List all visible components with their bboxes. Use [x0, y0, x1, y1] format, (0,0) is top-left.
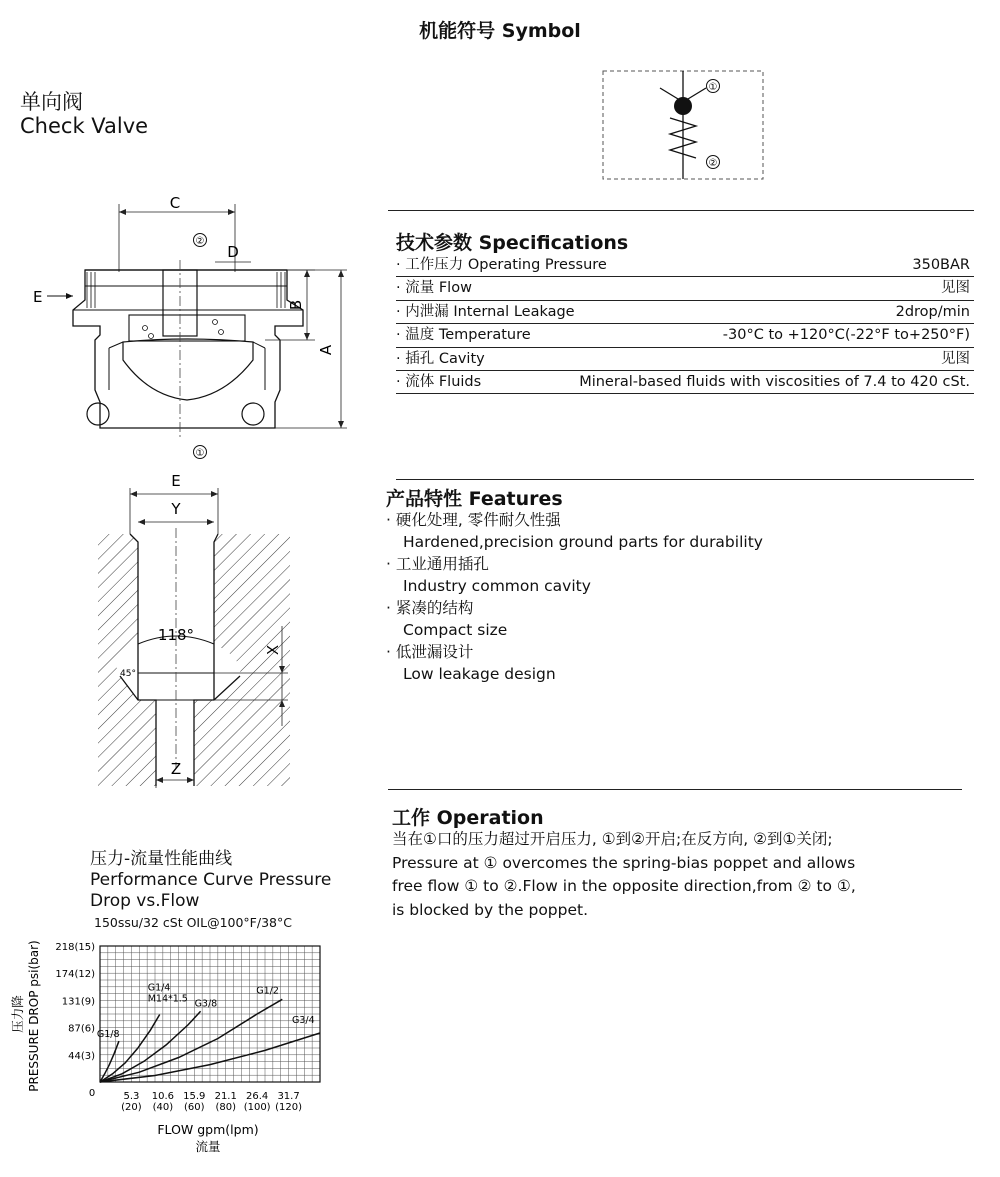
series-label: G3/8	[194, 998, 218, 1010]
drawing-port-2: ②	[195, 236, 205, 247]
cavity-label-x: X	[264, 644, 282, 656]
feature-item-en: Industry common cavity	[403, 577, 591, 595]
x-tick-label: 5.3	[123, 1091, 140, 1102]
features-list	[386, 509, 763, 685]
dim-label-b: B	[287, 299, 305, 311]
features-title: 产品特性 Features	[386, 488, 563, 510]
check-valve-symbol	[600, 68, 770, 184]
dim-label-e-port: E	[33, 288, 43, 306]
specifications-table	[396, 254, 974, 394]
x-tick-label: 31.7	[277, 1091, 300, 1102]
spec-value: 2drop/min	[895, 303, 970, 320]
series-label: M14*1.5	[147, 993, 188, 1005]
x-tick-sublabel: (20)	[121, 1102, 142, 1113]
spec-label: · 插孔 Cavity	[396, 350, 485, 367]
operation-line: is blocked by the poppet.	[392, 900, 589, 919]
chart-xlabel-cn: 流量	[195, 1139, 221, 1154]
y-tick-label: 174(12)	[55, 969, 95, 981]
x-tick-label: 10.6	[151, 1091, 174, 1102]
operation-line: Pressure at ① overcomes the spring-bias poppet and allows	[392, 853, 856, 872]
series-label: G1/8	[96, 1029, 120, 1041]
spec-label: · 流体 Fluids	[396, 373, 482, 390]
spec-label: · 内泄漏 Internal Leakage	[396, 303, 575, 320]
dim-label-c: C	[169, 194, 181, 212]
chart-ylabel: PRESSURE DROP psi(bar)	[27, 940, 41, 1092]
spec-label: · 流量 Flow	[396, 280, 472, 297]
features-top-rule	[396, 479, 974, 480]
page-title: 机能符号 Symbol	[419, 20, 581, 42]
specifications-title: 技术参数 Specifications	[396, 232, 629, 254]
specifications-top-rule	[388, 210, 974, 211]
cavity-drawing	[90, 468, 305, 788]
chart-xlabel: FLOW gpm(lpm)	[157, 1122, 259, 1137]
spec-row-temperature	[396, 324, 974, 347]
dim-label-d: D	[227, 243, 239, 261]
cavity-small-angle-label: 45°	[120, 669, 136, 679]
spec-value: Mineral-based fluids with viscosities of 7.4 to 420 cSt.	[579, 373, 970, 390]
symbol-port-1: ①	[708, 82, 718, 93]
x-tick-label: 26.4	[246, 1091, 269, 1102]
feature-item-cn: · 工业通用插孔	[386, 555, 489, 573]
operation-description	[392, 828, 856, 922]
drawing-port-1: ①	[195, 448, 205, 459]
feature-item-en: Hardened,precision ground parts for durability	[403, 533, 763, 551]
x-tick-sublabel: (60)	[184, 1102, 205, 1113]
spec-row-flow	[396, 277, 974, 300]
feature-item-cn: · 紧凑的结构	[386, 599, 474, 617]
spec-value: 见图	[941, 350, 970, 367]
series-label: G1/2	[256, 985, 279, 997]
performance-title-en-2: Drop vs.Flow	[90, 891, 200, 911]
spec-label: · 温度 Temperature	[396, 327, 531, 344]
spec-row-operating-pressure	[396, 254, 974, 277]
x-tick-sublabel: (120)	[275, 1102, 303, 1113]
operation-top-rule	[388, 789, 962, 790]
operation-line: free flow ① to ②.Flow in the opposite direction,from ② to ①,	[392, 877, 856, 895]
product-name-cn: 单向阀	[20, 90, 83, 114]
feature-item-en: Low leakage design	[403, 665, 556, 683]
spec-row-cavity	[396, 348, 974, 371]
product-name-en: Check Valve	[20, 114, 149, 138]
performance-title-en-1: Performance Curve Pressure	[90, 870, 332, 890]
chart-grid	[100, 946, 320, 1082]
spec-value: 350BAR	[912, 257, 970, 273]
spec-label: · 工作压力 Operating Pressure	[396, 257, 607, 273]
series-label: G3/4	[292, 1015, 315, 1027]
series-label: G1/4	[147, 982, 171, 994]
x-tick-label: 15.9	[183, 1091, 206, 1102]
chart-origin-label: 0	[88, 1088, 96, 1099]
series-line	[100, 999, 282, 1082]
x-tick-sublabel: (80)	[215, 1102, 236, 1113]
cavity-label-e: E	[171, 472, 181, 490]
valve-dimension-drawing	[25, 190, 365, 465]
spec-row-fluids	[396, 371, 974, 394]
dim-label-a: A	[317, 344, 335, 356]
cavity-label-y: Y	[171, 500, 181, 518]
operation-title: 工作 Operation	[392, 807, 544, 829]
performance-chart	[0, 930, 380, 1170]
y-tick-label: 131(9)	[61, 996, 95, 1008]
y-tick-label: 218(15)	[55, 942, 95, 953]
performance-condition: 150ssu/32 cSt OIL@100°F/38°C	[94, 915, 292, 930]
spec-row-internal-leakage	[396, 301, 974, 324]
symbol-port-2: ②	[708, 158, 718, 169]
cavity-angle-label: 118°	[157, 626, 195, 644]
x-tick-label: 21.1	[214, 1091, 237, 1102]
operation-line: 当在①口的压力超过开启压力, ①到②开启;在反方向, ②到①关闭;	[392, 830, 833, 848]
x-tick-sublabel: (100)	[243, 1102, 271, 1113]
spec-value: -30°C to +120°C(-22°F to+250°F)	[722, 327, 970, 344]
feature-item-cn: · 低泄漏设计	[386, 643, 474, 661]
x-tick-sublabel: (40)	[152, 1102, 174, 1113]
feature-item-cn: · 硬化处理, 零件耐久性强	[386, 511, 561, 529]
chart-ylabel-cn: 压力降	[10, 995, 25, 1033]
performance-title	[90, 849, 331, 912]
spec-value: 见图	[941, 280, 970, 297]
y-tick-label: 87(6)	[68, 1023, 95, 1035]
chart-series	[97, 983, 320, 1082]
feature-item-en: Compact size	[403, 621, 508, 639]
y-tick-label: 44(3)	[68, 1050, 95, 1062]
performance-title-cn: 压力-流量性能曲线	[90, 849, 233, 869]
cavity-label-z: Z	[170, 760, 182, 778]
